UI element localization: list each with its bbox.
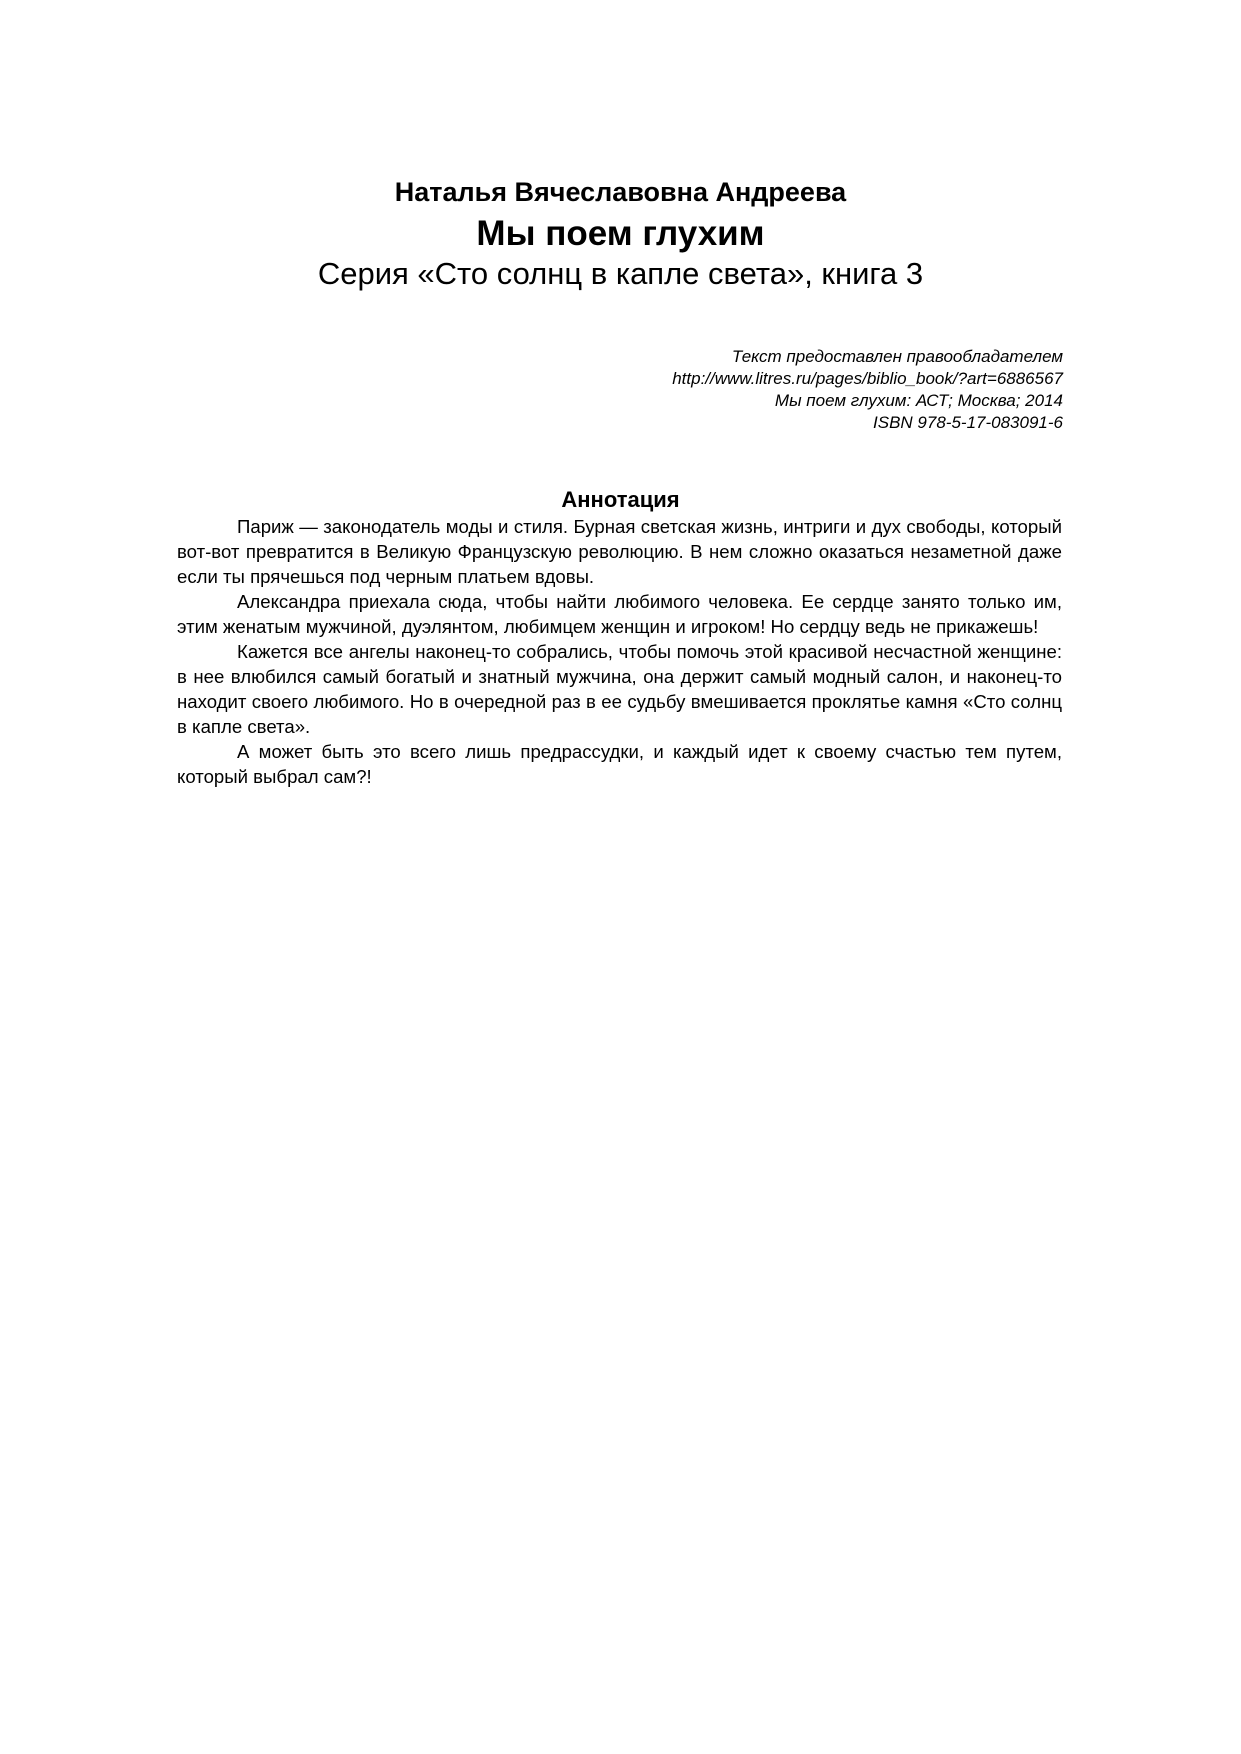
isbn: ISBN 978-5-17-083091-6 [873, 413, 1063, 432]
annotation-paragraph: Александра приехала сюда, чтобы найти любимого человека. Ее сердце занято только им, этим женатым мужчиной, дуэлянтом, любимцем женщин и игроком! Но сердцу ведь не прикажешь! [177, 591, 1062, 637]
book-series: Серия «Сто солнц в капле света», книга 3 [317, 256, 924, 291]
rights-holder-note: Текст предоставлен правообладателем [731, 347, 1063, 366]
annotation-paragraph: Париж — законодатель моды и стиля. Бурная светская жизнь, интриги и дух свободы, который вот-вот превратится в Великую Французскую революцию. В нем сложно оказаться незаметной даже если ты прячешься под черным платьем вдовы. [177, 516, 1062, 587]
book-title: Мы поем глухим [476, 214, 765, 253]
annotation-paragraph: А может быть это всего лишь предрассудки, и каждый идет к своему счастью тем путем, который выбрал сам?! [177, 741, 1062, 787]
book-author: Наталья Вячеславовна Андреева [394, 177, 847, 207]
source-url: http://www.litres.ru/pages/biblio_book/?art=6886567 [672, 369, 1063, 388]
annotation-body [177, 514, 1062, 789]
publication-meta [672, 346, 1063, 434]
annotation-heading: Аннотация [561, 487, 680, 512]
annotation-paragraph: Кажется все ангелы наконец-то собрались, чтобы помочь этой красивой несчастной женщине: в нее влюбился самый богатый и знатный мужчина, она держит самый модный салон, и наконец-то находит своего любимого. Но в очередной раз в ее судьбу вмешивается проклятье камня «Сто солнц в капле света». [177, 641, 1062, 737]
publisher-info: Мы поем глухим: АСТ; Москва; 2014 [774, 391, 1063, 410]
